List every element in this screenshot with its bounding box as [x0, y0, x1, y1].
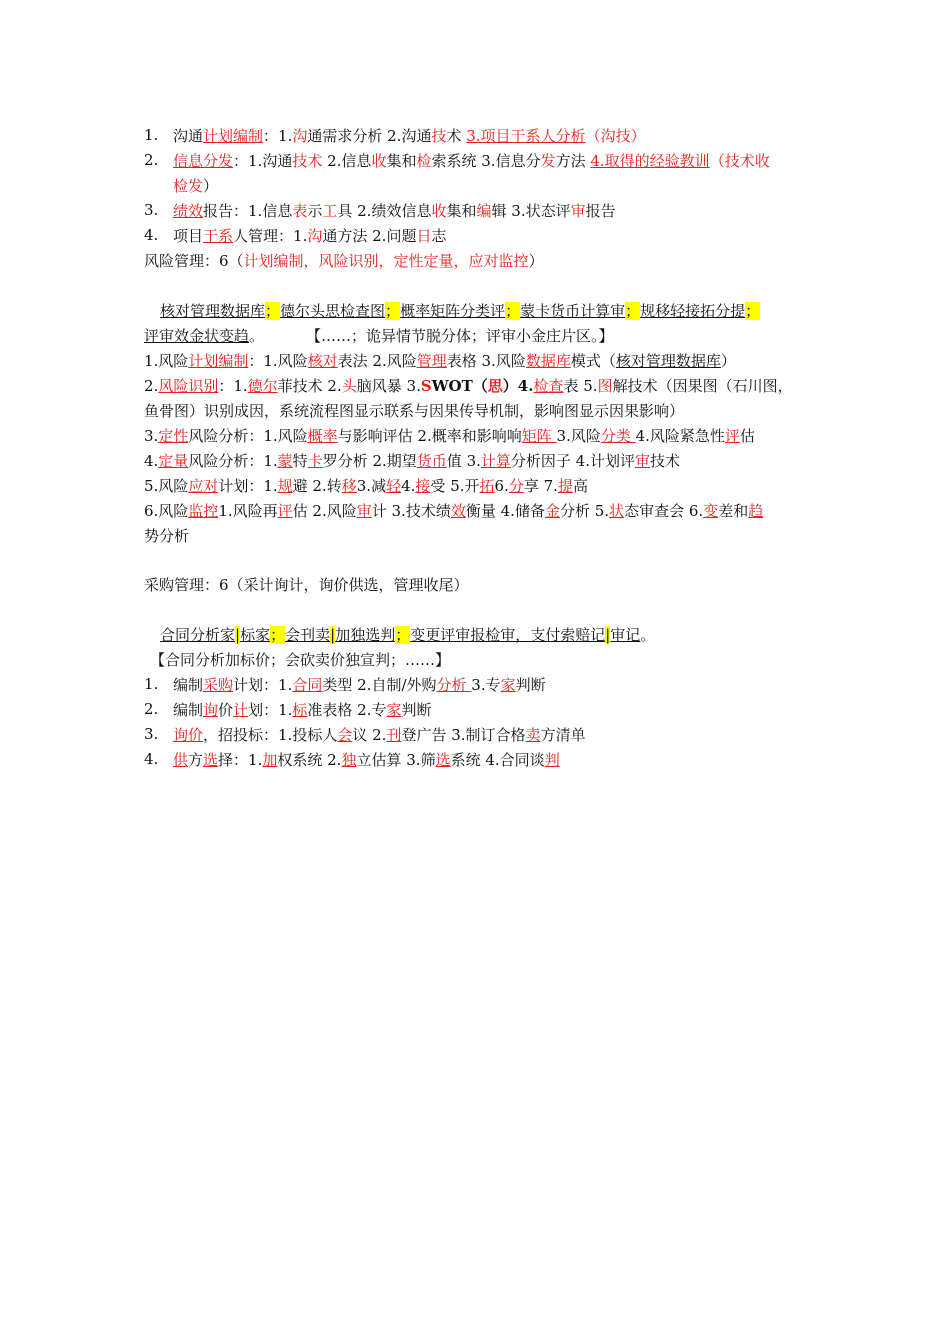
comm-item-2-cont: 检发）	[173, 177, 219, 195]
risk-item-6: 6.风险监控1.风险再评估 2.风险审计 3.技术绩效衡量 4.储备金分析 5.状态审查会 6.变差和趋	[144, 502, 764, 520]
risk-item-2: 2.风险识别：1.德尔菲技术 2.头脑风暴 3.SWOT（思）4.检查表 5.图解技术（因果图（石川图，	[144, 377, 793, 395]
risk-mnemonic-line-1: 核对管理数据库；德尔头思检查图；概率矩阵分类评；蒙卡货币计算审；规移轻接拓分提；	[160, 302, 761, 320]
proc-item-1: 编制采购计划：1.合同类型 2.自制/外购分析 3.专家判断	[173, 676, 546, 694]
risk-item-5: 5.风险应对计划：1.规避 2.转移3.减轻4.接受 5.开拓6.分享 7.提高	[144, 477, 588, 495]
list-number: 3.	[144, 201, 159, 219]
proc-item-4: 供方选择：1.加权系统 2.独立估算 3.筛选系统 4.合同谈判	[173, 751, 560, 769]
list-number: 4.	[144, 226, 159, 244]
comm-item-3: 绩效报告：1.信息表示工具 2.绩效信息收集和编辑 3.状态评审报告	[173, 202, 616, 220]
list-number: 1.	[144, 675, 159, 693]
proc-item-2: 编制询价计划：1.标准表格 2.专家判断	[173, 701, 432, 719]
proc-item-3: 询价，招投标：1.投标人会议 2.刊登广告 3.制订合格卖方清单	[173, 726, 586, 744]
list-number: 1.	[144, 126, 159, 144]
proc-mnemonic-line-2: 【合同分析加标价；会砍卖价独宣判；……】	[150, 651, 451, 669]
risk-item-1: 1.风险计划编制：1.风险核对表法 2.风险管理表格 3.风险数据库模式（核对管理数据库）	[144, 352, 736, 370]
comm-item-2: 信息分发：1.沟通技术 2.信息收集和检索系统 3.信息分发方法 4.取得的经验教训（技术收	[173, 152, 770, 170]
list-number: 3.	[144, 725, 159, 743]
risk-mnemonic-line-2: 评审效金状变趋。 【……；诡异情节脱分体；评审小金庄片区。】	[144, 327, 614, 345]
comm-item-4: 项目干系人管理：1.沟通方法 2.问题日志	[173, 227, 447, 245]
procurement-section-heading: 采购管理：6（采计询计，询价供选，管理收尾）	[144, 576, 469, 594]
comm-item-1: 沟通计划编制：1.沟通需求分析 2.沟通技术 3.项目干系人分析（沟技）	[173, 127, 646, 145]
risk-item-2-cont: 鱼骨图）识别成因，系统流程图显示联系与因果传导机制，影响图显示因果影响）	[144, 402, 685, 420]
proc-mnemonic-line-1: 合同分析家|标家；会刊卖|加独选判；变更评审报检审，支付索赔记|审记。	[160, 626, 656, 644]
risk-item-6-cont: 势分析	[144, 527, 190, 545]
list-number: 2.	[144, 151, 159, 169]
risk-section-heading: 风险管理：6（计划编制，风险识别，定性定量，应对监控）	[144, 252, 544, 270]
risk-item-4: 4.定量风险分析：1.蒙特卡罗分析 2.期望货币值 3.计算分析因子 4.计划评审技术	[144, 452, 681, 470]
list-number: 4.	[144, 750, 159, 768]
list-number: 2.	[144, 700, 159, 718]
risk-item-3: 3.定性风险分析：1.风险概率与影响评估 2.概率和影响响矩阵 3.风险分类 4.风险紧急性评估	[144, 427, 755, 445]
